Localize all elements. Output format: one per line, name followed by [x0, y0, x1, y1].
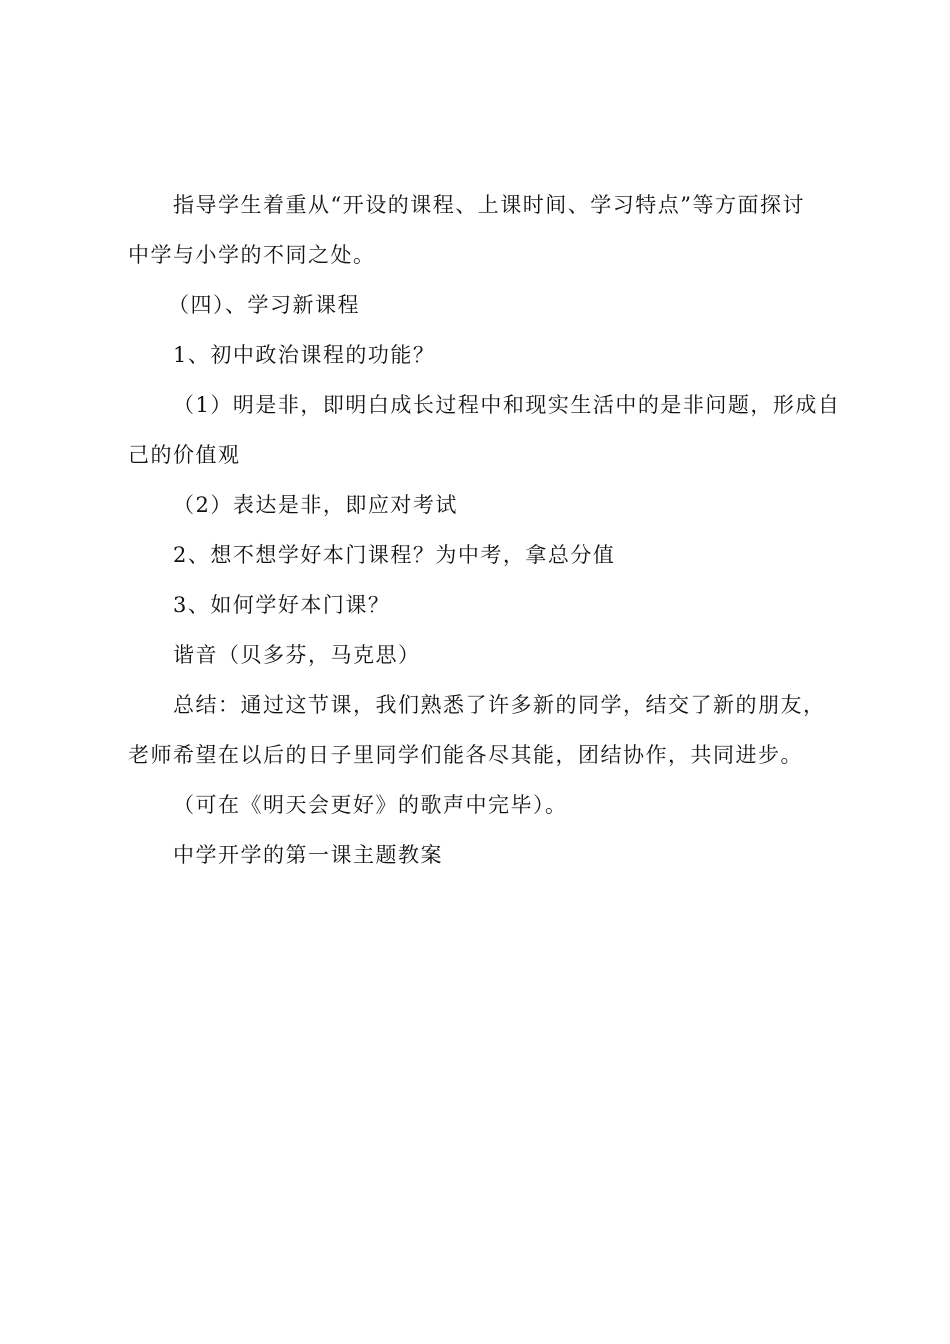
section-heading-four [128, 280, 848, 330]
paragraph-line: 指导学生着重从“开设的课程、上课时间、学习特点”等方面探讨 [173, 193, 805, 217]
paragraph-line: 谐音（贝多芬，马克思） [173, 643, 421, 667]
paragraph-line: 中学开学的第一课主题教案 [173, 843, 443, 867]
sub-item-1-distinguish-right-wrong [128, 380, 848, 480]
document-footer-title [128, 830, 848, 880]
paragraph-line: （1）明是非，即明白成长过程中和现实生活中的是非问题，形成自 [173, 393, 841, 417]
paragraph-line: （四）、学习新课程 [168, 293, 360, 317]
closing-song-note [128, 780, 848, 830]
paragraph-line: （2）表达是非，即应对考试 [173, 493, 458, 517]
paragraph-line: 己的价值观 [128, 443, 241, 467]
item-2-want-to-learn [128, 530, 848, 580]
paragraph-line: 3、如何学好本门课？ [173, 593, 391, 617]
sub-item-2-express-right-wrong [128, 480, 848, 530]
summary-paragraph [128, 680, 848, 780]
paragraph-line: 老师希望在以后的日子里同学们能各尽其能，团结协作，共同进步。 [128, 743, 803, 767]
item-3-how-to-learn [128, 580, 848, 630]
homophone-note [128, 630, 848, 680]
paragraph-line: 2、想不想学好本门课程？为中考，拿总分值 [173, 543, 616, 567]
paragraph-line: 中学与小学的不同之处。 [128, 243, 376, 267]
paragraph-line: （可在《明天会更好》的歌声中完毕）。 [173, 793, 568, 817]
paragraph-line: 总结：通过这节课，我们熟悉了许多新的同学，结交了新的朋友， [173, 693, 826, 717]
paragraph-line: 1、初中政治课程的功能？ [173, 343, 436, 367]
paragraph-guide-students [128, 180, 848, 280]
item-1-course-function [128, 330, 848, 380]
